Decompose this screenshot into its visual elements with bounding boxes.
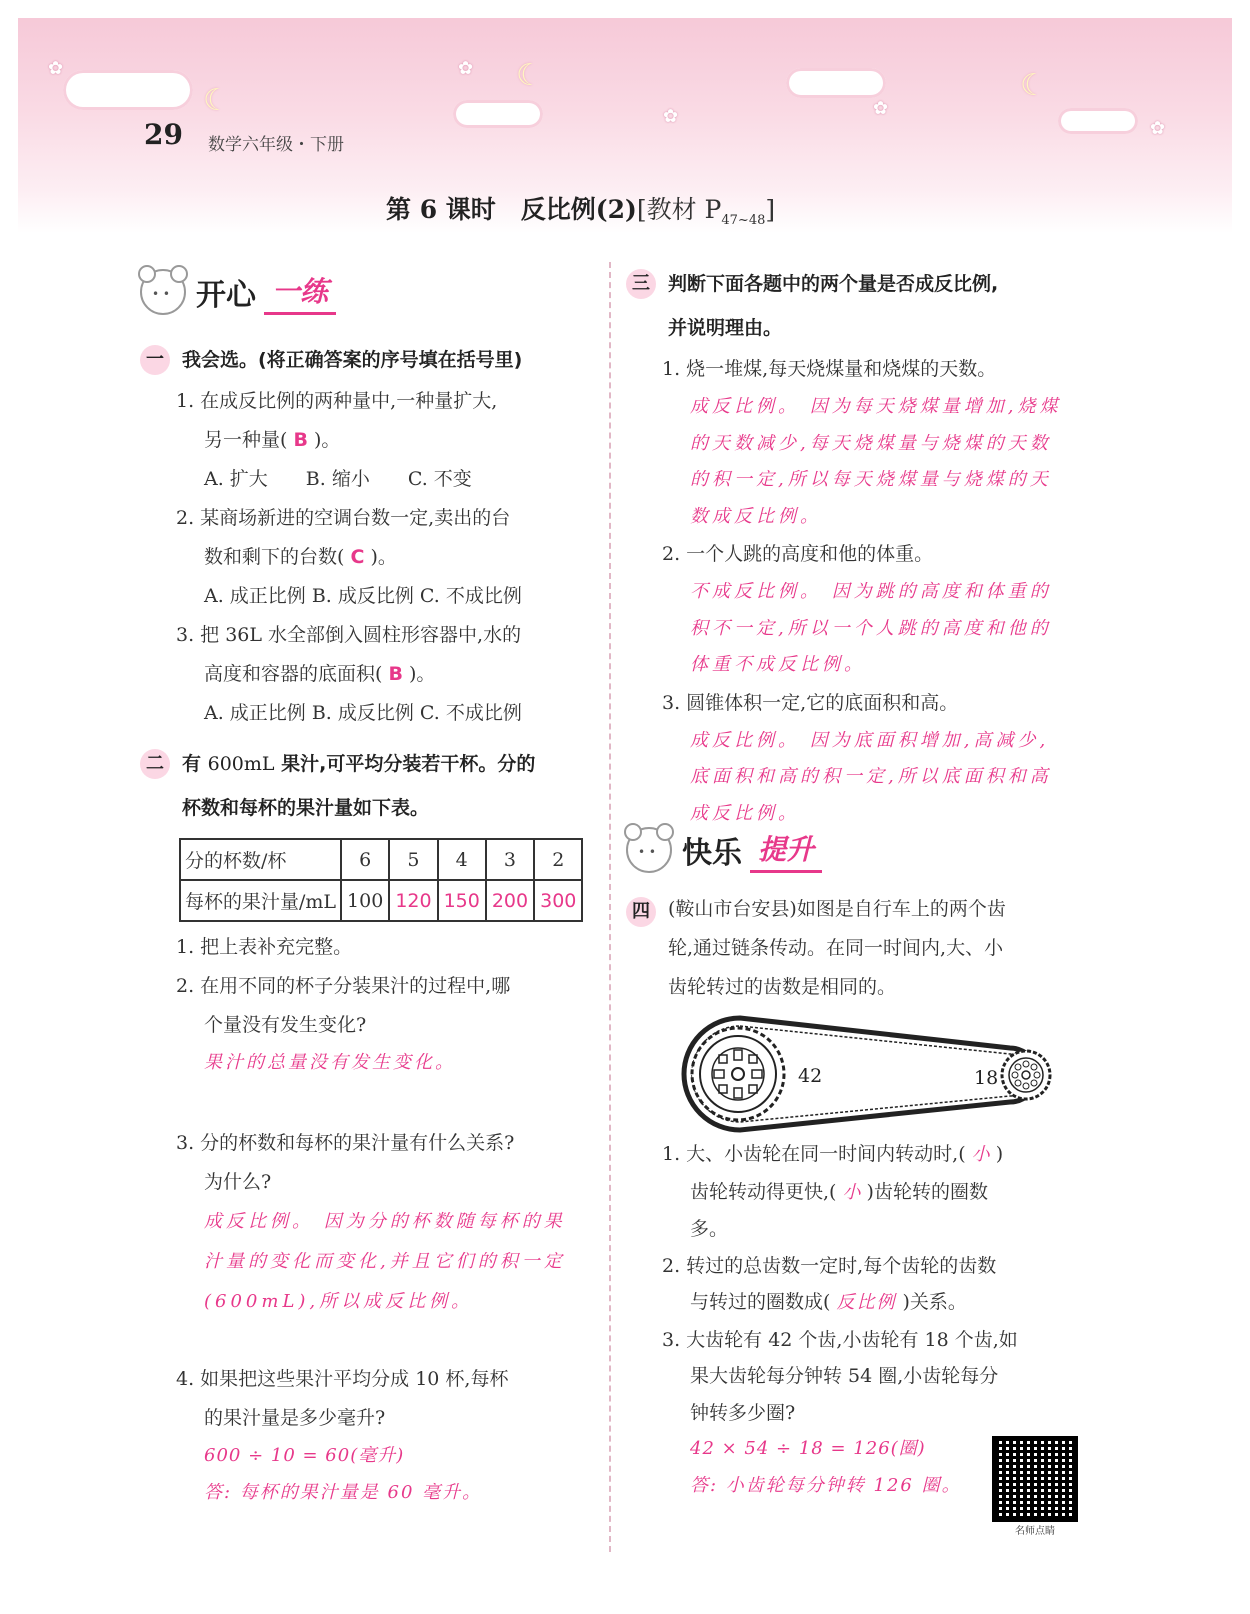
question-4-2: 2. 转过的总齿数一定时,每个齿轮的齿数 与转过的圈数成( 反比例 )关系。 [662, 1254, 997, 1313]
lesson-title-text: 第 6 课时 反比例(2) [386, 195, 637, 224]
section-1-heading: 一 我会选。(将正确答案的序号填在括号里) [140, 338, 600, 382]
star-icon: ✿ [873, 98, 889, 119]
handwritten-answer: 成反比例。 因为底面积增加,高减少, 底面积和高的积一定,所以底面积和高 成反比例。 [690, 729, 1052, 824]
answer-blank: C [350, 546, 365, 568]
cloud-decoration [63, 70, 193, 110]
handwritten-answer: 成反比例。 因为每天烧煤量增加,烧煤 的天数减少,每天烧煤量与烧煤的天数 的积一定,所以每天烧煤量与烧煤的天 数成反比例。 [690, 396, 1062, 527]
bear-icon: • • [626, 827, 672, 873]
question-4-3: 3. 大齿轮有 42 个齿,小齿轮有 18 个齿,如 果大齿轮每分钟转 54 圈,小齿轮每分 钟转多少圈? 42 × 54 ÷ 18 = 126(圈) 答: 小齿轮每分钟转 126 圈。 [662, 1322, 1082, 1505]
question-2-1: 1. 把上表补充完整。 [176, 936, 353, 958]
banner-kaixin-yilian: • • 开心 一练 [140, 268, 336, 315]
moon-icon: ☾ [516, 58, 543, 93]
book-title: 数学六年级・下册 [208, 135, 344, 155]
star-icon: ✿ [663, 106, 679, 127]
question-4-1: 1. 大、小齿轮在同一时间内转动时,( 小 ) 齿轮转动得更快,( 小 )齿轮转的圈数 多。 [662, 1143, 1004, 1240]
question-3-2: 2. 一个人跳的高度和他的体重。 不成反比例。 因为跳的高度和体重的 积不一定,所以一个人跳的高度和他的 体重不成反比例。 [662, 535, 1086, 684]
table-row: 分的杯数/杯 6 5 4 3 2 [180, 839, 582, 880]
section-2-heading: 二 有 600mL 果汁,可平均分装若干杯。分的 杯数和每杯的果汁量如下表。 [140, 742, 600, 830]
qr-caption: 名师点睛 [1015, 1526, 1055, 1537]
answer-cell: 200 [486, 880, 534, 921]
handwritten-answer: 成反比例。 因为分的杯数随每杯的果 汁量的变化而变化,并且它们的积一定 (600mL),所以成反比例。 [204, 1211, 566, 1312]
handwritten-answer: 果汁的总量没有发生变化。 [204, 1052, 456, 1073]
banner-kuaile-tisheng: • • 快乐 提升 [626, 826, 822, 873]
star-icon: ✿ [458, 58, 474, 79]
handwritten-answer: 600 ÷ 10 = 60(毫升) [204, 1445, 405, 1466]
question-3-3: 3. 圆锥体积一定,它的底面积和高。 成反比例。 因为底面积增加,高减少, 底面积和高的积一定,所以底面积和高 成反比例。 [662, 684, 1086, 833]
bear-icon: • • [140, 269, 186, 315]
answer-blank: B [388, 663, 403, 685]
small-gear-icon [1002, 1051, 1050, 1099]
section-2 [140, 742, 600, 830]
juice-table [179, 838, 583, 922]
small-gear-label: 18 [974, 1067, 999, 1089]
section-2-questions [176, 928, 596, 1082]
question-1-2: 2. 某商场新进的空调台数一定,卖出的台 数和剩下的台数( C )。 A. 成正比例 B. 成反比例 C. 不成比例 [176, 507, 522, 607]
section-1 [140, 338, 600, 733]
section-4 [626, 890, 1086, 1007]
section-3 [626, 262, 1086, 832]
cloud-decoration [1058, 108, 1138, 134]
handwritten-answer: 不成反比例。 因为跳的高度和体重的 积不一定,所以一个人跳的高度和他的 体重不成反比例。 [690, 581, 1052, 675]
big-gear-icon [692, 1028, 784, 1120]
handwritten-answer: 42 × 54 ÷ 18 = 126(圈) [690, 1438, 926, 1459]
qr-code-block [992, 1436, 1078, 1537]
handwritten-answer: 反比例 [836, 1292, 897, 1313]
answer-cell: 120 [389, 880, 437, 921]
handwritten-answer: 答: 每杯的果汁量是 60 毫升。 [204, 1481, 483, 1503]
question-1-3: 3. 把 36L 水全部倒入圆柱形容器中,水的 高度和容器的底面积( B )。 A. 成正比例 B. 成反比例 C. 不成比例 [176, 624, 522, 724]
question-2-3: 3. 分的杯数和每杯的果汁量有什么关系? 为什么? 成反比例。 因为分的杯数随每杯的果 汁量的变化而变化,并且它们的积一定 (600mL),所以成反比例。 [176, 1124, 596, 1322]
table-row: 每杯的果汁量/mL 100 120 150 200 300 [180, 880, 582, 921]
answer-blank: B [293, 429, 308, 451]
star-icon: ✿ [48, 58, 64, 79]
answer-cell: 300 [534, 880, 582, 921]
moon-icon: ☾ [203, 83, 230, 118]
page-number: 29 [144, 118, 183, 151]
section-4-heading: 四 (鞍山市台安县)如图是自行车上的两个齿 轮,通过链条传动。在同一时间内,大、小 齿轮转过的齿数是相同的。 [626, 890, 1086, 1007]
section-3-heading: 三 判断下面各题中的两个量是否成反比例, 并说明理由。 [626, 262, 1086, 350]
moon-icon: ☾ [1020, 68, 1047, 103]
handwritten-answer: 小 [842, 1181, 861, 1203]
question-3-1: 1. 烧一堆煤,每天烧煤量和烧煤的天数。 成反比例。 因为每天烧煤量增加,烧煤 的天数减少,每天烧煤量与烧煤的天数 的积一定,所以每天烧煤量与烧煤的天 数成反比例。 [662, 350, 1086, 535]
question-2-4: 4. 如果把这些果汁平均分成 10 杯,每杯 的果汁量是多少毫升? 600 ÷ 10 = 60(毫升) 答: 每杯的果汁量是 60 毫升。 [176, 1360, 596, 1511]
star-icon: ✿ [1150, 118, 1166, 139]
lesson-title [386, 190, 775, 228]
answer-cell: 150 [438, 880, 486, 921]
big-gear-label: 42 [798, 1065, 823, 1087]
cloud-decoration [453, 100, 543, 128]
question-1-1: 1. 在成反比例的两种量中,一种量扩大, 另一种量( B )。 A. 扩大 B. 缩小 C. 不变 [176, 390, 498, 490]
cloud-decoration [786, 68, 886, 98]
qr-code-icon [992, 1436, 1078, 1522]
handwritten-answer: 答: 小齿轮每分钟转 126 圈。 [690, 1474, 962, 1496]
handwritten-answer: 小 [971, 1144, 990, 1165]
textbook-ref: [教材 $P_{47\sim 48}$] [636, 195, 776, 228]
question-2-2: 2. 在用不同的杯子分装果汁的过程中,哪 个量没有发生变化? 果汁的总量没有发生变化。 [176, 967, 596, 1082]
column-divider [609, 262, 611, 1552]
bicycle-gear-diagram [680, 1012, 1060, 1136]
